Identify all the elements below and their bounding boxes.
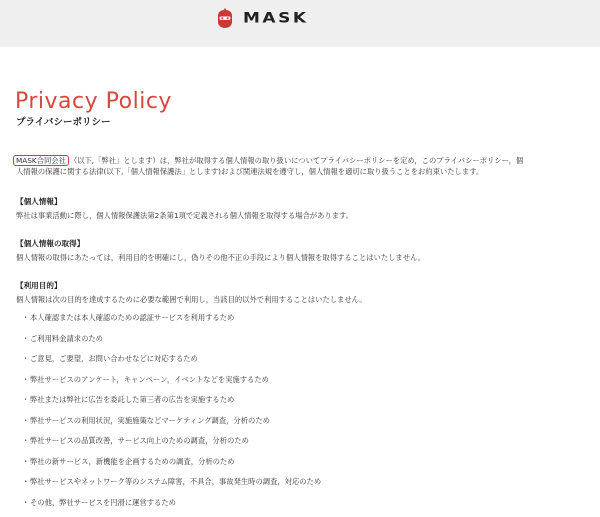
list-item: ・ご利用料金請求のため	[22, 333, 321, 354]
list-item: ・弊社サービスのアンケート，キャンペーン，イベントなどを実施するため	[22, 374, 321, 395]
purpose-list	[22, 312, 321, 517]
list-item: ・弊社サービスの品質改善，サービス向上のための調査，分析のため	[22, 435, 321, 456]
site-header	[0, 0, 600, 47]
section-heading-personal-info: 【個人情報】	[16, 196, 62, 207]
list-item: ・その他，弊社サービスを円滑に運営するため	[22, 497, 321, 517]
intro-line-1: （以下,「弊社」とします）は，弊社が取得する個人情報の取り扱いについてプライバシーポリシーを定め，このプライバシーポリシー，個	[70, 156, 523, 165]
page-title: Privacy Policy	[15, 88, 172, 116]
mask-logo-icon	[214, 7, 236, 29]
section-heading-acquisition: 【個人情報の取得】	[16, 238, 84, 249]
page-subtitle: プライバシーポリシー	[16, 116, 111, 130]
list-item: ・弊社の新サービス，新機能を企画するための調査，分析のため	[22, 456, 321, 477]
section-heading-purpose: 【利用目的】	[16, 280, 62, 291]
company-name-highlight: MASK合同会社	[13, 155, 69, 166]
site-logo[interactable]	[214, 7, 309, 29]
list-item: ・弊社サービスやネットワーク等のシステム障害，不具合，事故発生時の調査，対応のため	[22, 476, 321, 497]
intro-line-2: 人情報の保護に関する法律(以下,「個人情報保護法」とします)および関連法規を遵守し，個人情報を適切に取り扱うことをお約束いたします。	[16, 167, 483, 176]
list-item: ・ご意見，ご要望，お問い合わせなどに対応するため	[22, 353, 321, 374]
list-item: ・本人確認または本人確認のための認証サービスを利用するため	[22, 312, 321, 333]
list-item: ・弊社サービスの利用状況，実施施策などマーケティング調査，分析のため	[22, 415, 321, 436]
logo-text: MASK	[243, 9, 309, 28]
section-body-personal-info: 弊社は事業活動に際し，個人情報保護法第2条第1項で定義される個人情報を取得する場合があります。	[16, 210, 353, 221]
section-body-acquisition: 個人情報の取得にあたっては，利用目的を明確にし，偽りその他不正の手段により個人情報を取得することはいたしません。	[16, 252, 425, 263]
section-body-purpose: 個人情報は次の目的を達成するために必要な範囲で利用し，当該目的以外で利用することはいたしません。	[16, 294, 367, 305]
intro-paragraph	[16, 155, 588, 177]
list-item: ・弊社または弊社に広告を委託した第三者の広告を実施するため	[22, 394, 321, 415]
